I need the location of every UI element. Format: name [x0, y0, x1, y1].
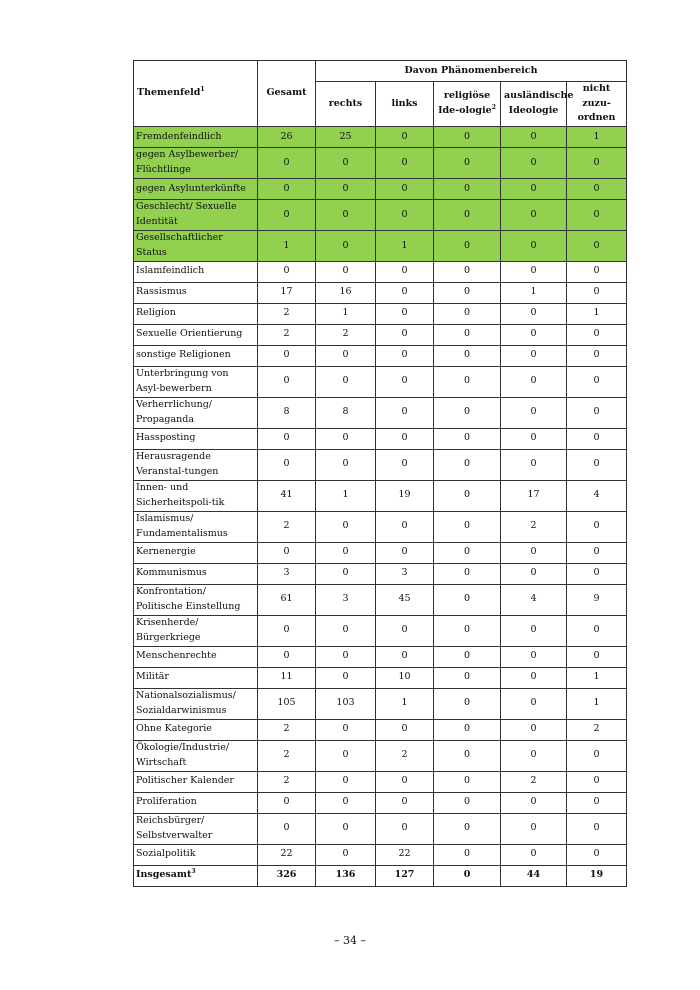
cell-gesamt: 0: [258, 646, 316, 667]
cell-links: 1: [376, 688, 434, 719]
cell-nicht: 4: [567, 480, 627, 511]
cell-rechts: 0: [316, 148, 376, 179]
table-row: [134, 688, 627, 719]
header-themenfeld: Themenfeld$^1$: [134, 61, 258, 127]
table-row: [134, 200, 627, 231]
cell-auslaendische: 0: [501, 345, 567, 366]
cell-rechts: 0: [316, 200, 376, 231]
cell-nicht: 0: [567, 511, 627, 542]
cell-religioese: 0: [434, 303, 501, 324]
table-row: [134, 366, 627, 397]
cell-label: Politischer Kalender: [134, 771, 258, 792]
cell-label: Herausragende Veranstal-tungen: [134, 449, 258, 480]
cell-label: gegen Asylbewerber/ Flüchtlinge: [134, 148, 258, 179]
cell-religioese: 0: [434, 646, 501, 667]
cell-auslaendische: 17: [501, 480, 567, 511]
cell-nicht: 0: [567, 740, 627, 771]
cell-gesamt: 26: [258, 127, 316, 148]
cell-auslaendische: 0: [501, 615, 567, 646]
cell-auslaendische: 0: [501, 667, 567, 688]
table-row: [134, 844, 627, 865]
cell-gesamt: 2: [258, 719, 316, 740]
cell-links: 0: [376, 303, 434, 324]
table-row: [134, 615, 627, 646]
cell-label: Innen- und Sicherheitspoli-tik: [134, 480, 258, 511]
table-row: [134, 449, 627, 480]
cell-religioese: 0: [434, 397, 501, 428]
cell-label: Gesellschaftlicher Status: [134, 231, 258, 261]
cell-auslaendische: 1: [501, 282, 567, 303]
cell-religioese: 0: [434, 366, 501, 397]
cell-rechts: 0: [316, 844, 376, 865]
cell-label: Krisenherde/ Bürgerkriege: [134, 615, 258, 646]
cell-label: Unterbringung von Asyl-bewerbern: [134, 366, 258, 397]
cell-rechts: 0: [316, 261, 376, 282]
cell-nicht: 0: [567, 366, 627, 397]
cell-gesamt: 2: [258, 303, 316, 324]
cell-gesamt: 41: [258, 480, 316, 511]
cell-religioese: 0: [434, 563, 501, 584]
cell-gesamt: 0: [258, 261, 316, 282]
cell-rechts: 0: [316, 646, 376, 667]
cell-nicht: 0: [567, 792, 627, 813]
cell-rechts: 0: [316, 428, 376, 449]
cell-links: 0: [376, 428, 434, 449]
cell-religioese: 0: [434, 511, 501, 542]
cell-nicht: 0: [567, 813, 627, 844]
cell-religioese: 0: [434, 584, 501, 615]
cell-auslaendische: 4: [501, 584, 567, 615]
cell-rechts: 0: [316, 667, 376, 688]
cell-links: 1: [376, 231, 434, 261]
cell-religioese: 0: [434, 127, 501, 148]
cell-links: 0: [376, 771, 434, 792]
cell-label: Geschlecht/ Sexuelle Identität: [134, 200, 258, 231]
table-row: [134, 231, 627, 261]
cell-religioese: 0: [434, 345, 501, 366]
cell-auslaendische: 0: [501, 792, 567, 813]
header-davon: Davon Phänomenbereich: [316, 61, 627, 82]
cell-rechts: 8: [316, 397, 376, 428]
cell-links: 0: [376, 324, 434, 345]
cell-religioese: 0: [434, 179, 501, 200]
cell-links: 10: [376, 667, 434, 688]
cell-label: Ökologie/Industrie/ Wirtschaft: [134, 740, 258, 771]
table-row: [134, 646, 627, 667]
cell-gesamt: 0: [258, 792, 316, 813]
cell-label: Fremdenfeindlich: [134, 127, 258, 148]
cell-religioese: 0: [434, 200, 501, 231]
cell-links: 0: [376, 345, 434, 366]
cell-auslaendische: 0: [501, 688, 567, 719]
table-row: [134, 584, 627, 615]
cell-religioese: 0: [434, 148, 501, 179]
cell-label: Proliferation: [134, 792, 258, 813]
cell-label: Militär: [134, 667, 258, 688]
cell-auslaendische: 2: [501, 771, 567, 792]
cell-religioese: 0: [434, 792, 501, 813]
cell-gesamt: 2: [258, 771, 316, 792]
cell-rechts: 0: [316, 511, 376, 542]
cell-auslaendische: 0: [501, 563, 567, 584]
cell-auslaendische: 0: [501, 366, 567, 397]
table-row: [134, 282, 627, 303]
cell-gesamt: 0: [258, 366, 316, 397]
cell-nicht: 1: [567, 303, 627, 324]
cell-links: 0: [376, 179, 434, 200]
cell-label: Hassposting: [134, 428, 258, 449]
cell-auslaendische: 0: [501, 127, 567, 148]
cell-rechts: 0: [316, 231, 376, 261]
cell-links: 0: [376, 813, 434, 844]
cell-religioese: 0: [434, 480, 501, 511]
cell-religioese: 0: [434, 231, 501, 261]
cell-gesamt: 22: [258, 844, 316, 865]
cell-religioese: 0: [434, 740, 501, 771]
cell-label: Islamfeindlich: [134, 261, 258, 282]
cell-links: 0: [376, 127, 434, 148]
cell-gesamt: 105: [258, 688, 316, 719]
cell-rechts: 0: [316, 345, 376, 366]
cell-auslaendische: 0: [501, 719, 567, 740]
cell-nicht: 0: [567, 345, 627, 366]
cell-links: 0: [376, 615, 434, 646]
cell-gesamt: 0: [258, 200, 316, 231]
cell-nicht: 0: [567, 231, 627, 261]
cell-religioese: 0: [434, 428, 501, 449]
table-row: [134, 179, 627, 200]
table-row: [134, 428, 627, 449]
cell-rechts: 0: [316, 366, 376, 397]
cell-label: Nationalsozialismus/ Sozialdarwinismus: [134, 688, 258, 719]
cell-religioese: 0: [434, 667, 501, 688]
cell-rechts: 103: [316, 688, 376, 719]
cell-rechts: 0: [316, 719, 376, 740]
cell-links: 0: [376, 792, 434, 813]
cell-gesamt: 3: [258, 563, 316, 584]
cell-religioese: 0: [434, 844, 501, 865]
cell-nicht: 9: [567, 584, 627, 615]
table-row: [134, 740, 627, 771]
cell-auslaendische: 0: [501, 844, 567, 865]
cell-auslaendische: 0: [501, 324, 567, 345]
cell-religioese: 0: [434, 719, 501, 740]
total-label: Insgesamt$^3$: [134, 865, 258, 886]
cell-rechts: 1: [316, 303, 376, 324]
cell-gesamt: 2: [258, 740, 316, 771]
cell-links: 0: [376, 542, 434, 563]
cell-label: Sexuelle Orientierung: [134, 324, 258, 345]
total-nicht: 19: [567, 865, 627, 886]
cell-label: gegen Asylunterkünfte: [134, 179, 258, 200]
cell-nicht: 1: [567, 688, 627, 719]
cell-links: 0: [376, 719, 434, 740]
cell-label: Sozialpolitik: [134, 844, 258, 865]
table-row: [134, 719, 627, 740]
cell-gesamt: 11: [258, 667, 316, 688]
cell-nicht: 0: [567, 542, 627, 563]
cell-auslaendische: 0: [501, 179, 567, 200]
cell-rechts: 0: [316, 740, 376, 771]
cell-label: Religion: [134, 303, 258, 324]
cell-gesamt: 0: [258, 813, 316, 844]
cell-links: 0: [376, 511, 434, 542]
cell-auslaendische: 2: [501, 511, 567, 542]
total-row: [134, 865, 627, 886]
table-row: [134, 542, 627, 563]
header-rechts: rechts: [316, 82, 376, 127]
cell-auslaendische: 0: [501, 813, 567, 844]
cell-nicht: 0: [567, 771, 627, 792]
cell-nicht: 0: [567, 615, 627, 646]
cell-religioese: 0: [434, 688, 501, 719]
cell-auslaendische: 0: [501, 542, 567, 563]
cell-rechts: 0: [316, 179, 376, 200]
cell-nicht: 0: [567, 282, 627, 303]
cell-label: Ohne Kategorie: [134, 719, 258, 740]
table-row: [134, 667, 627, 688]
page-number: – 34 –: [334, 934, 366, 947]
total-rechts: 136: [316, 865, 376, 886]
cell-auslaendische: 0: [501, 231, 567, 261]
cell-links: 0: [376, 646, 434, 667]
cell-links: 0: [376, 261, 434, 282]
cell-nicht: 0: [567, 148, 627, 179]
cell-label: Konfrontation/ Politische Einstellung: [134, 584, 258, 615]
header-gesamt: Gesamt: [258, 61, 316, 127]
header-religioese: religiöse Ide-ologie$^2$: [434, 82, 501, 127]
cell-gesamt: 0: [258, 179, 316, 200]
cell-auslaendische: 0: [501, 200, 567, 231]
cell-label: Kernenergie: [134, 542, 258, 563]
cell-links: 22: [376, 844, 434, 865]
table-row: [134, 324, 627, 345]
cell-label: Islamismus/ Fundamentalismus: [134, 511, 258, 542]
cell-nicht: 0: [567, 261, 627, 282]
cell-nicht: 1: [567, 127, 627, 148]
cell-gesamt: 0: [258, 615, 316, 646]
cell-links: 45: [376, 584, 434, 615]
table-row: [134, 511, 627, 542]
cell-rechts: 2: [316, 324, 376, 345]
cell-gesamt: 0: [258, 449, 316, 480]
cell-gesamt: 0: [258, 542, 316, 563]
cell-links: 0: [376, 282, 434, 303]
table-row: [134, 771, 627, 792]
cell-gesamt: 61: [258, 584, 316, 615]
cell-gesamt: 0: [258, 428, 316, 449]
table-row: [134, 397, 627, 428]
cell-religioese: 0: [434, 813, 501, 844]
cell-gesamt: 2: [258, 511, 316, 542]
cell-nicht: 1: [567, 667, 627, 688]
cell-rechts: 0: [316, 615, 376, 646]
cell-rechts: 0: [316, 771, 376, 792]
cell-religioese: 0: [434, 324, 501, 345]
table-row: [134, 792, 627, 813]
cell-rechts: 1: [316, 480, 376, 511]
cell-links: 19: [376, 480, 434, 511]
cell-nicht: 0: [567, 200, 627, 231]
header-auslaendische: ausländische Ideologie: [501, 82, 567, 127]
statistics-table: [133, 60, 627, 887]
table-row: [134, 813, 627, 844]
cell-links: 2: [376, 740, 434, 771]
cell-rechts: 0: [316, 449, 376, 480]
cell-religioese: 0: [434, 282, 501, 303]
cell-religioese: 0: [434, 615, 501, 646]
cell-nicht: 0: [567, 563, 627, 584]
cell-auslaendische: 0: [501, 397, 567, 428]
total-links: 127: [376, 865, 434, 886]
cell-auslaendische: 0: [501, 740, 567, 771]
table-row: [134, 563, 627, 584]
cell-links: 0: [376, 449, 434, 480]
cell-rechts: 0: [316, 813, 376, 844]
cell-auslaendische: 0: [501, 303, 567, 324]
cell-auslaendische: 0: [501, 428, 567, 449]
cell-nicht: 0: [567, 397, 627, 428]
cell-label: Verherrlichung/ Propaganda: [134, 397, 258, 428]
cell-rechts: 0: [316, 563, 376, 584]
cell-nicht: 0: [567, 844, 627, 865]
cell-rechts: 16: [316, 282, 376, 303]
cell-gesamt: 0: [258, 148, 316, 179]
table-row: [134, 148, 627, 179]
cell-auslaendische: 0: [501, 261, 567, 282]
cell-label: Rassismus: [134, 282, 258, 303]
cell-nicht: 0: [567, 646, 627, 667]
table-row: [134, 303, 627, 324]
table-row: [134, 345, 627, 366]
cell-gesamt: 2: [258, 324, 316, 345]
cell-links: 0: [376, 397, 434, 428]
cell-links: 3: [376, 563, 434, 584]
cell-rechts: 3: [316, 584, 376, 615]
cell-rechts: 0: [316, 542, 376, 563]
cell-religioese: 0: [434, 449, 501, 480]
cell-religioese: 0: [434, 771, 501, 792]
cell-gesamt: 0: [258, 345, 316, 366]
cell-label: sonstige Religionen: [134, 345, 258, 366]
cell-nicht: 0: [567, 179, 627, 200]
cell-links: 0: [376, 366, 434, 397]
cell-rechts: 0: [316, 792, 376, 813]
table-row: [134, 127, 627, 148]
cell-nicht: 2: [567, 719, 627, 740]
cell-religioese: 0: [434, 261, 501, 282]
total-gesamt: 326: [258, 865, 316, 886]
table-row: [134, 261, 627, 282]
cell-gesamt: 8: [258, 397, 316, 428]
cell-auslaendische: 0: [501, 646, 567, 667]
cell-label: Menschenrechte: [134, 646, 258, 667]
cell-religioese: 0: [434, 542, 501, 563]
cell-nicht: 0: [567, 449, 627, 480]
cell-auslaendische: 0: [501, 148, 567, 179]
cell-nicht: 0: [567, 324, 627, 345]
cell-links: 0: [376, 200, 434, 231]
cell-nicht: 0: [567, 428, 627, 449]
header-links: links: [376, 82, 434, 127]
cell-gesamt: 1: [258, 231, 316, 261]
header-nicht: nicht zuzu-ordnen: [567, 82, 627, 127]
cell-gesamt: 17: [258, 282, 316, 303]
table-row: [134, 480, 627, 511]
total-auslaendische: 44: [501, 865, 567, 886]
cell-links: 0: [376, 148, 434, 179]
cell-rechts: 25: [316, 127, 376, 148]
cell-auslaendische: 0: [501, 449, 567, 480]
cell-label: Reichsbürger/ Selbstverwalter: [134, 813, 258, 844]
total-religioese: 0: [434, 865, 501, 886]
cell-label: Kommunismus: [134, 563, 258, 584]
